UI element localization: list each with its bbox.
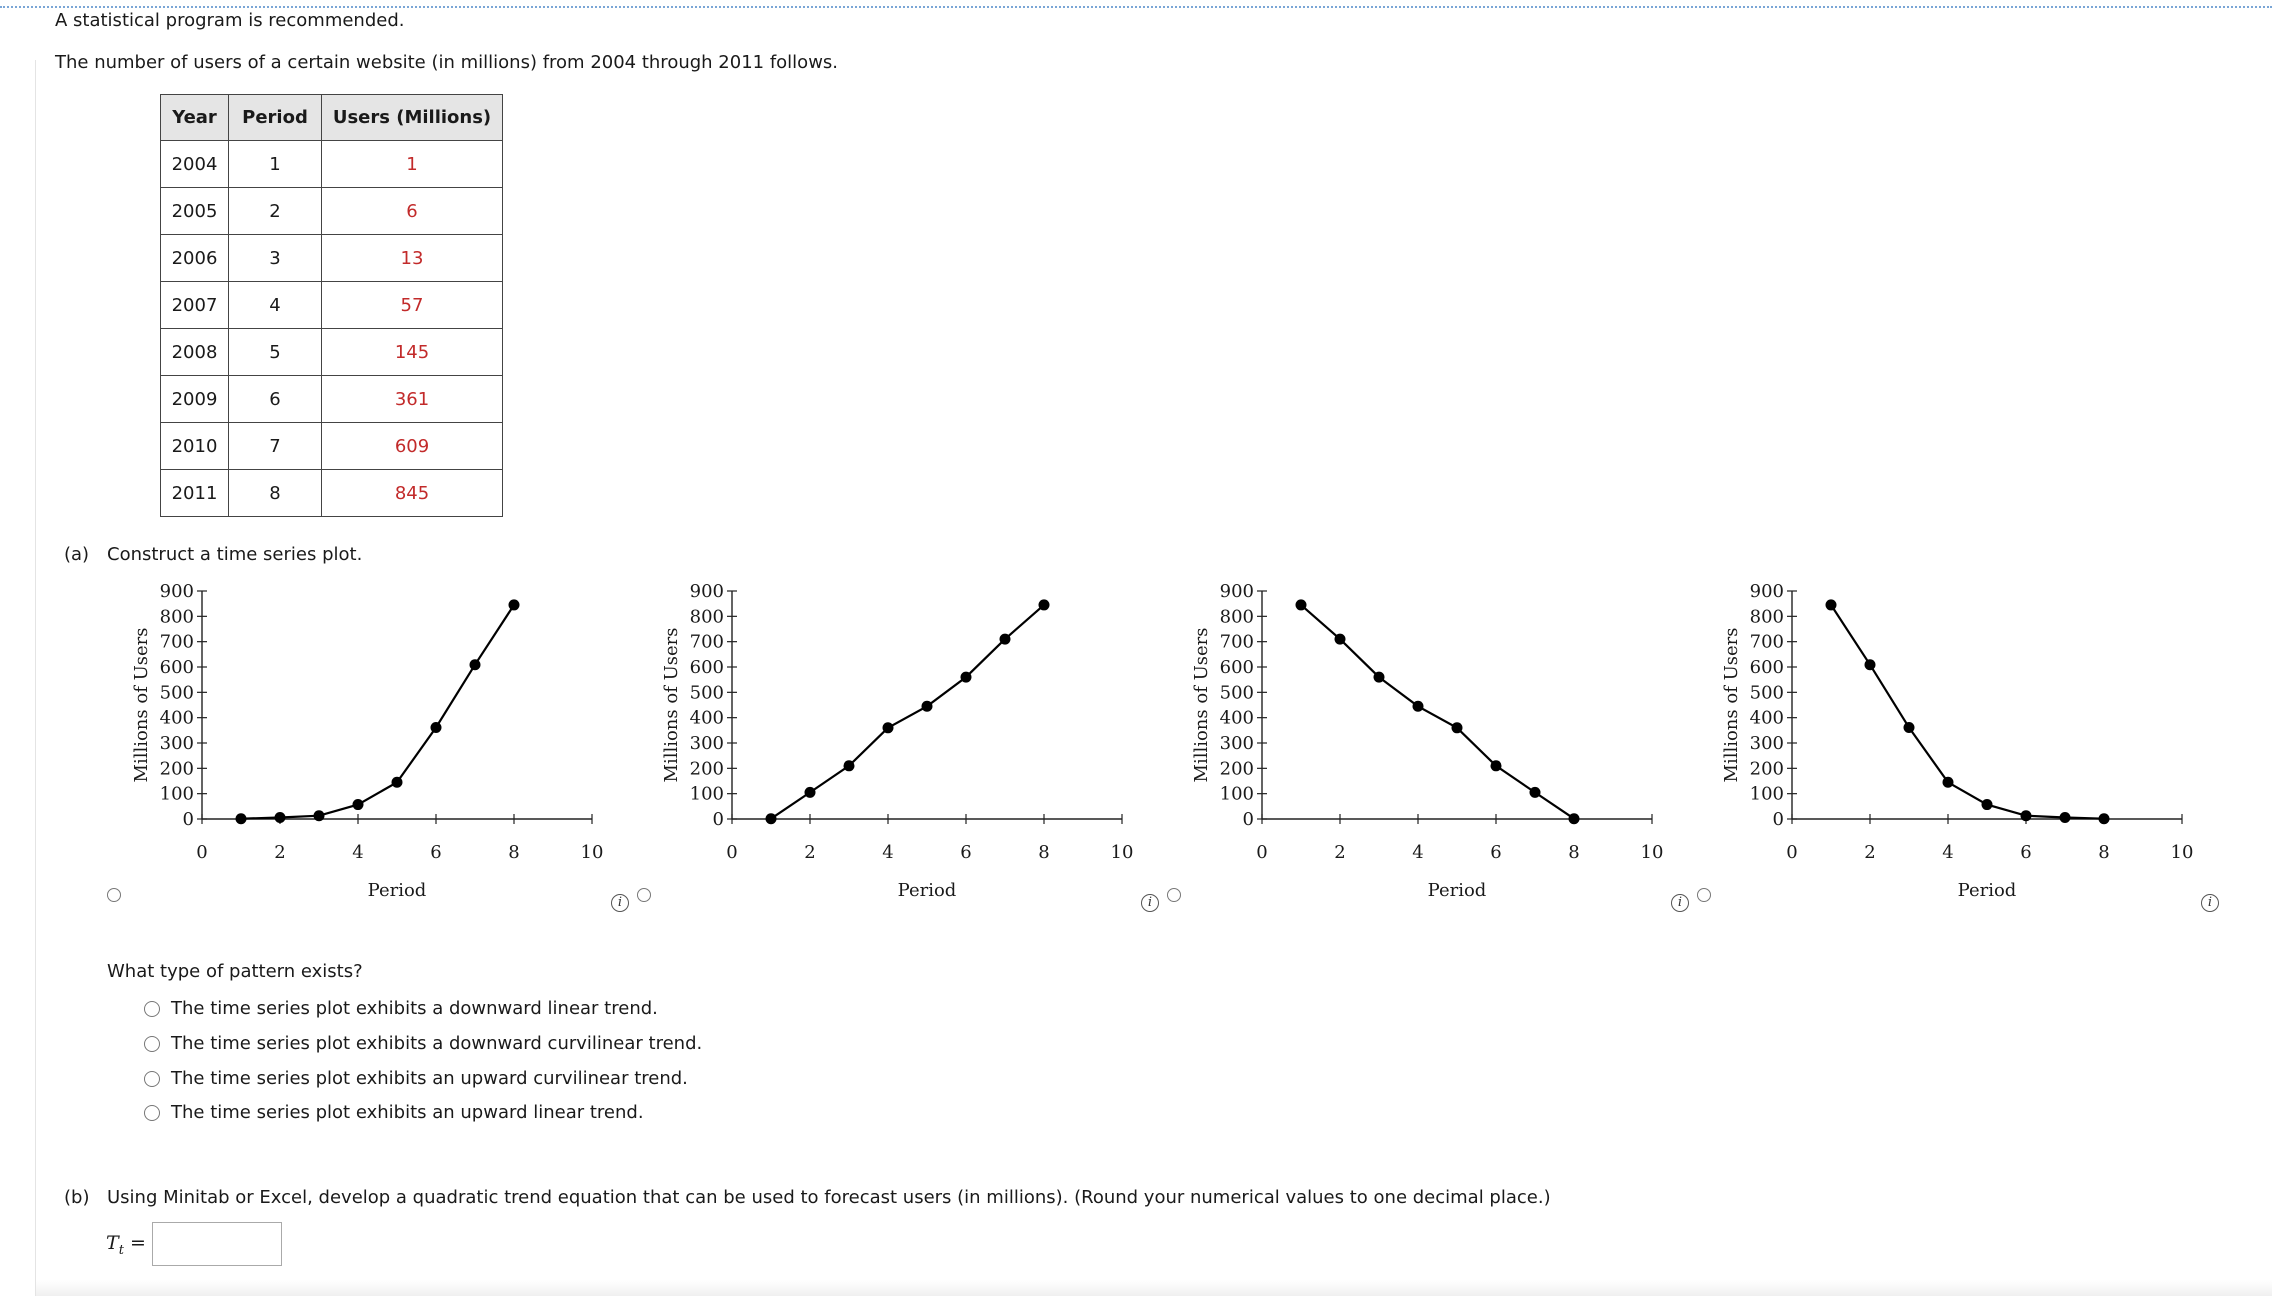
- col-header-users: Users (Millions): [322, 95, 503, 141]
- part-a-label: (a): [64, 544, 90, 565]
- data-point: [509, 599, 520, 610]
- x-tick-label: 8: [508, 842, 520, 863]
- cell-users: 1: [322, 141, 503, 188]
- time-series-chart-1: [125, 574, 655, 914]
- cell-period: 8: [229, 470, 322, 517]
- y-tick-label: 200: [1219, 758, 1254, 780]
- data-point: [2099, 813, 2110, 824]
- y-tick-label: 100: [159, 783, 194, 805]
- y-tick-label: 400: [1219, 707, 1254, 729]
- x-tick-label: 6: [2020, 842, 2032, 863]
- data-point: [1982, 799, 1993, 810]
- y-tick-label: 600: [1749, 657, 1784, 678]
- pattern-option-3[interactable]: [144, 1068, 688, 1089]
- problem-intro: The number of users of a certain website (in millions) from 2004 through 2011 follows.: [55, 52, 839, 73]
- time-series-chart-4: [1715, 574, 2245, 914]
- plot-option-3[interactable]: [1185, 574, 1715, 914]
- x-tick-label: 10: [1640, 842, 1664, 863]
- y-tick-label: 700: [689, 631, 724, 653]
- data-point: [766, 813, 777, 824]
- y-tick-label: 600: [1219, 657, 1254, 678]
- data-point: [1826, 599, 1837, 610]
- plot-radio-4[interactable]: [1697, 888, 1711, 902]
- data-point: [314, 810, 325, 821]
- cell-users: 609: [322, 423, 503, 470]
- x-tick-label: 4: [882, 842, 894, 863]
- data-point: [883, 722, 894, 733]
- x-tick-label: 8: [1038, 842, 1050, 863]
- y-tick-label: 200: [1749, 758, 1784, 780]
- cell-period: 5: [229, 329, 322, 376]
- data-point: [275, 812, 286, 823]
- y-tick-label: 500: [1219, 682, 1254, 704]
- cell-year: 2005: [161, 188, 229, 235]
- data-point: [353, 799, 364, 810]
- y-tick-label: 300: [1219, 733, 1254, 754]
- info-icon[interactable]: i: [611, 894, 629, 912]
- data-point: [1491, 760, 1502, 771]
- x-tick-label: 10: [2170, 842, 2194, 863]
- cell-year: 2011: [161, 470, 229, 517]
- y-tick-label: 500: [689, 682, 724, 704]
- y-tick-label: 200: [159, 758, 194, 780]
- y-tick-label: 0: [1242, 809, 1254, 830]
- y-tick-label: 200: [689, 758, 724, 780]
- plot-radio-3[interactable]: [1167, 888, 1181, 902]
- cell-users: 845: [322, 470, 503, 517]
- y-axis-label: Millions of Users: [131, 627, 152, 783]
- cell-year: 2006: [161, 235, 229, 282]
- y-tick-label: 300: [689, 733, 724, 754]
- part-b-prompt: Using Minitab or Excel, develop a quadratic trend equation that can be used to forecast users (in millions). (Round your numerical values to one decimal place.): [107, 1187, 1551, 1208]
- y-tick-label: 300: [1749, 733, 1784, 754]
- trend-equation-input[interactable]: [152, 1222, 282, 1266]
- plot-option-4[interactable]: [1715, 574, 2245, 914]
- cell-users: 6: [322, 188, 503, 235]
- x-axis-label: Period: [1427, 880, 1487, 901]
- data-point: [1904, 722, 1915, 733]
- y-tick-label: 500: [159, 682, 194, 704]
- table-row: [161, 282, 503, 329]
- y-tick-label: 100: [1749, 783, 1784, 805]
- y-tick-label: 400: [159, 707, 194, 729]
- cell-users: 13: [322, 235, 503, 282]
- y-axis-label: Millions of Users: [661, 627, 682, 783]
- y-tick-label: 0: [182, 809, 194, 830]
- col-header-period: Period: [229, 95, 322, 141]
- table-header-row: [161, 95, 503, 141]
- data-point: [470, 659, 481, 670]
- y-tick-label: 300: [159, 733, 194, 754]
- users-table: [160, 94, 503, 517]
- cell-users: 361: [322, 376, 503, 423]
- col-header-year: Year: [161, 95, 229, 141]
- pattern-question: What type of pattern exists?: [107, 961, 363, 982]
- option-label: The time series plot exhibits a downward linear trend.: [171, 998, 658, 1019]
- time-series-chart-2: [655, 574, 1185, 914]
- data-point: [2060, 812, 2071, 823]
- y-tick-label: 500: [1749, 682, 1784, 704]
- data-point: [1374, 672, 1385, 683]
- part-a-prompt: Construct a time series plot.: [107, 544, 363, 565]
- data-point: [392, 777, 403, 788]
- plot-option-1[interactable]: [125, 574, 655, 914]
- recommend-note: A statistical program is recommended.: [55, 10, 405, 31]
- bottom-shade: [36, 1280, 2272, 1296]
- y-tick-label: 900: [1749, 581, 1784, 602]
- x-axis-label: Period: [897, 880, 957, 901]
- x-tick-label: 10: [1110, 842, 1134, 863]
- x-tick-label: 6: [1490, 842, 1502, 863]
- option-label: The time series plot exhibits an upward linear trend.: [171, 1102, 644, 1123]
- trend-equation-label: $T_t$ =: [106, 1232, 146, 1258]
- series-line: [1831, 605, 2104, 819]
- table-row: [161, 141, 503, 188]
- data-point: [1335, 634, 1346, 645]
- left-divider: [35, 60, 36, 1296]
- table-row: [161, 329, 503, 376]
- y-axis-label: Millions of Users: [1191, 627, 1212, 783]
- cell-year: 2010: [161, 423, 229, 470]
- cell-year: 2009: [161, 376, 229, 423]
- cell-period: 7: [229, 423, 322, 470]
- table-row: [161, 470, 503, 517]
- x-tick-label: 10: [580, 842, 604, 863]
- y-tick-label: 800: [159, 606, 194, 628]
- y-tick-label: 0: [1772, 809, 1784, 830]
- top-divider: [0, 6, 2272, 8]
- data-point: [844, 760, 855, 771]
- table-row: [161, 188, 503, 235]
- y-tick-label: 100: [689, 783, 724, 805]
- data-point: [1413, 701, 1424, 712]
- x-tick-label: 0: [1786, 842, 1798, 863]
- y-tick-label: 900: [159, 581, 194, 602]
- plot-radio-2[interactable]: [637, 888, 651, 902]
- y-axis-label: Millions of Users: [1721, 627, 1742, 783]
- x-axis-label: Period: [1957, 880, 2017, 901]
- x-tick-label: 4: [352, 842, 364, 863]
- pattern-option-1[interactable]: [144, 998, 658, 1019]
- table-row: [161, 235, 503, 282]
- option-label: The time series plot exhibits an upward curvilinear trend.: [171, 1068, 688, 1089]
- data-point: [1530, 787, 1541, 798]
- info-icon[interactable]: i: [1671, 894, 1689, 912]
- radio-button[interactable]: [144, 1036, 160, 1052]
- data-point: [1039, 599, 1050, 610]
- info-icon[interactable]: i: [2201, 894, 2219, 912]
- data-point: [236, 813, 247, 824]
- y-tick-label: 600: [689, 657, 724, 678]
- option-label: The time series plot exhibits a downward curvilinear trend.: [171, 1033, 703, 1054]
- x-tick-label: 6: [960, 842, 972, 863]
- cell-users: 145: [322, 329, 503, 376]
- radio-button[interactable]: [144, 1071, 160, 1087]
- y-tick-label: 700: [159, 631, 194, 653]
- cell-period: 6: [229, 376, 322, 423]
- data-point: [1943, 777, 1954, 788]
- x-tick-label: 8: [2098, 842, 2110, 863]
- info-icon[interactable]: i: [1141, 894, 1159, 912]
- y-tick-label: 800: [1219, 606, 1254, 628]
- cell-users: 57: [322, 282, 503, 329]
- x-tick-label: 2: [1334, 842, 1346, 863]
- x-tick-label: 0: [726, 842, 738, 863]
- y-tick-label: 400: [1749, 707, 1784, 729]
- y-tick-label: 800: [1749, 606, 1784, 628]
- y-tick-label: 900: [689, 581, 724, 602]
- cell-period: 2: [229, 188, 322, 235]
- plot-radio-1[interactable]: [107, 888, 121, 902]
- x-tick-label: 2: [274, 842, 286, 863]
- y-tick-label: 900: [1219, 581, 1254, 602]
- x-tick-label: 4: [1412, 842, 1424, 863]
- x-tick-label: 6: [430, 842, 442, 863]
- data-point: [1452, 722, 1463, 733]
- y-tick-label: 600: [159, 657, 194, 678]
- x-axis-label: Period: [367, 880, 427, 901]
- cell-year: 2008: [161, 329, 229, 376]
- data-point: [1296, 599, 1307, 610]
- data-point: [1569, 813, 1580, 824]
- y-tick-label: 0: [712, 809, 724, 830]
- cell-period: 3: [229, 235, 322, 282]
- pattern-option-2[interactable]: [144, 1033, 702, 1054]
- cell-year: 2004: [161, 141, 229, 188]
- time-series-chart-3: [1185, 574, 1715, 914]
- table-row: [161, 423, 503, 470]
- x-tick-label: 0: [1256, 842, 1268, 863]
- x-tick-label: 0: [196, 842, 208, 863]
- x-tick-label: 8: [1568, 842, 1580, 863]
- y-tick-label: 100: [1219, 783, 1254, 805]
- data-point: [2021, 810, 2032, 821]
- y-tick-label: 800: [689, 606, 724, 628]
- y-tick-label: 400: [689, 707, 724, 729]
- y-tick-label: 700: [1219, 631, 1254, 653]
- radio-button[interactable]: [144, 1001, 160, 1017]
- cell-period: 4: [229, 282, 322, 329]
- x-tick-label: 2: [804, 842, 816, 863]
- y-tick-label: 700: [1749, 631, 1784, 653]
- series-line: [241, 605, 514, 819]
- data-point: [805, 787, 816, 798]
- plot-option-2[interactable]: [655, 574, 1185, 914]
- data-point: [431, 722, 442, 733]
- x-tick-label: 2: [1864, 842, 1876, 863]
- part-b-label: (b): [64, 1187, 90, 1208]
- data-point: [1000, 634, 1011, 645]
- data-point: [922, 701, 933, 712]
- pattern-option-4[interactable]: [144, 1102, 644, 1123]
- data-point: [961, 672, 972, 683]
- cell-year: 2007: [161, 282, 229, 329]
- radio-button[interactable]: [144, 1105, 160, 1121]
- x-tick-label: 4: [1942, 842, 1954, 863]
- data-point: [1865, 659, 1876, 670]
- table-row: [161, 376, 503, 423]
- cell-period: 1: [229, 141, 322, 188]
